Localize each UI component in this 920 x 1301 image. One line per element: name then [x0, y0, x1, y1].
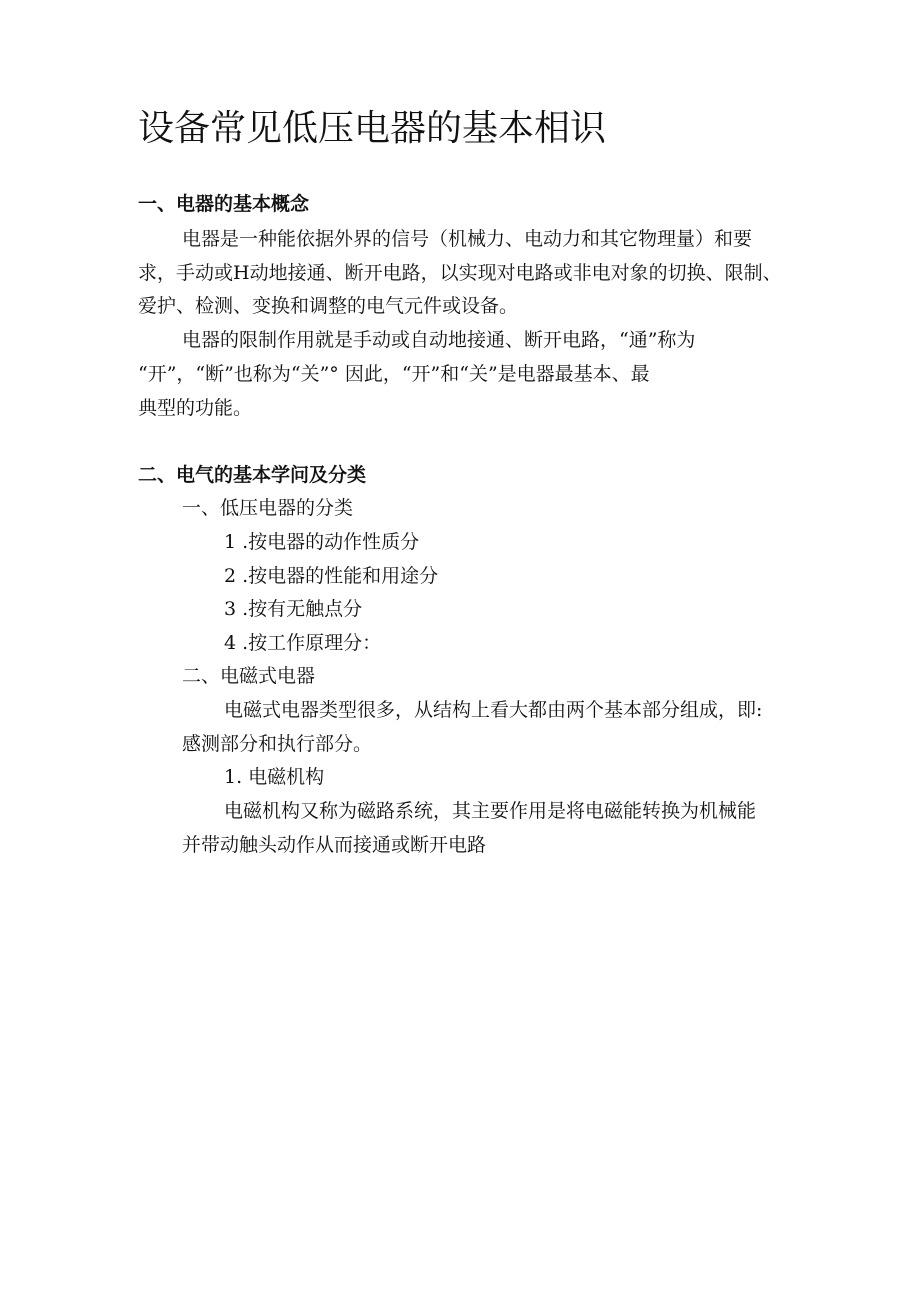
paragraph-line: 电器是一种能依据外界的信号（机械力、电动力和其它物理量）和要	[182, 228, 753, 250]
paragraph-line: 爱护、检测、变换和调整的电气元件或设备。	[138, 295, 519, 317]
paragraph-line: 典型的功能。	[138, 397, 253, 419]
list-item: 4 .按工作原理分：	[224, 632, 382, 654]
item-heading-electromagnetic-mechanism: 1. 电磁机构	[224, 766, 325, 788]
subsection-heading-low-voltage: 一、低压电器的分类	[182, 497, 354, 519]
paragraph-line: 电磁式电器类型很多，从结构上看大都由两个基本部分组成，即:	[224, 699, 763, 721]
paragraph-line: 并带动触头动作从而接通或断开电路	[182, 834, 487, 856]
section-heading-classification: 二、电气的基本学问及分类	[138, 464, 367, 486]
list-item: 3 .按有无触点分	[224, 598, 363, 620]
section-heading-basic-concept: 一、电器的基本概念	[138, 193, 310, 215]
list-item: 1 .按电器的动作性质分	[224, 531, 420, 553]
subsection-heading-electromagnetic: 二、电磁式电器	[182, 665, 316, 687]
paragraph-line: 电器的限制作用就是手动或自动地接通、断开电路，“通”称为	[182, 329, 696, 351]
paragraph-line: 感测部分和执行部分。	[182, 733, 373, 755]
paragraph-line: 电磁机构又称为磁路系统，其主要作用是将电磁能转换为机械能	[224, 800, 757, 822]
paragraph-line: 求，手动或H动地接通、断开电路，以实现对电路或非电对象的切换、限制、	[138, 262, 782, 284]
paragraph-line: “开”，“断”也称为“关”° 因此，“开”和“关”是电器最基本、最	[138, 363, 650, 385]
list-item: 2 .按电器的性能和用途分	[224, 565, 439, 587]
document-title: 设备常见低压电器的基本相识	[138, 108, 607, 149]
